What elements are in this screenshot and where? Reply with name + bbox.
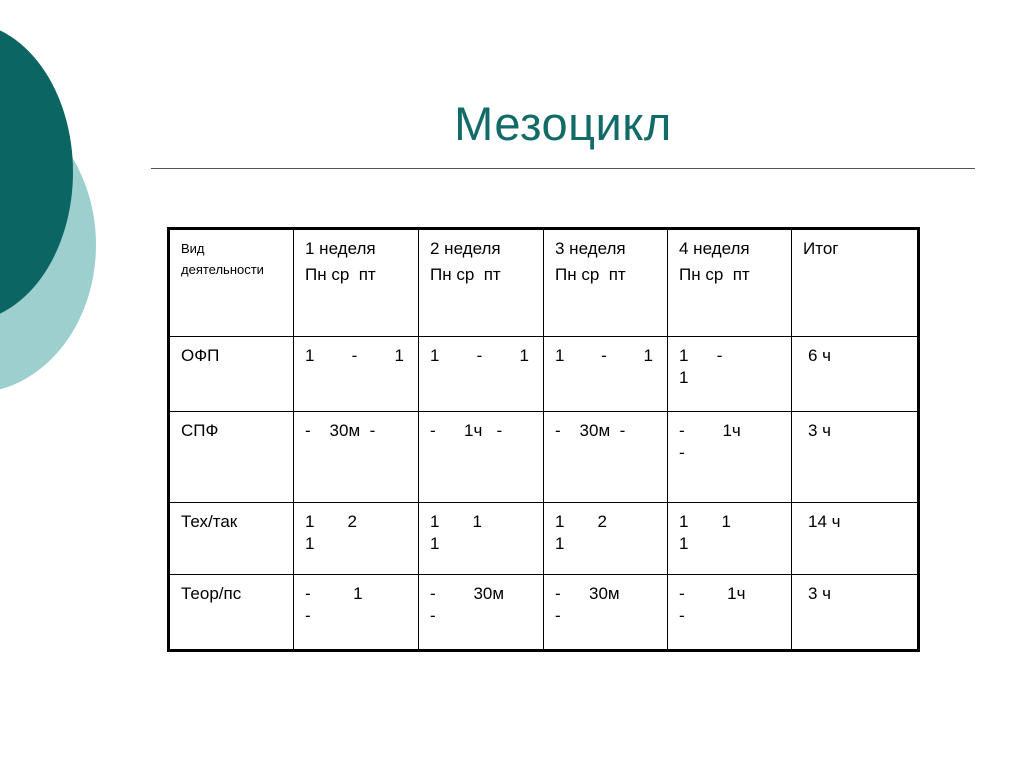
cell-value: - 30м bbox=[430, 584, 505, 603]
table-row-spf bbox=[169, 412, 919, 503]
cell-value: - bbox=[679, 443, 685, 462]
total-value: 14 ч bbox=[808, 512, 841, 531]
cell-total bbox=[792, 412, 919, 503]
header-total bbox=[792, 229, 919, 337]
cell-value: 1 1 bbox=[679, 512, 731, 531]
cell-w1 bbox=[294, 412, 419, 503]
cell-value: - 30м - bbox=[305, 421, 376, 440]
week-name: 4 неделя bbox=[679, 239, 750, 258]
mesocycle-table bbox=[167, 227, 920, 652]
total-value: 3 ч bbox=[808, 584, 832, 603]
header-week-1 bbox=[294, 229, 419, 337]
week-days: Пн ср пт bbox=[305, 265, 376, 284]
week-name: 2 неделя bbox=[430, 239, 501, 258]
cell-w3 bbox=[544, 503, 668, 575]
cell-value: - bbox=[601, 346, 607, 365]
week-days: Пн ср пт bbox=[555, 265, 626, 284]
cell-value: 1 2 bbox=[305, 512, 357, 531]
cell-w2 bbox=[419, 503, 544, 575]
cell-value: - 1ч bbox=[679, 421, 741, 440]
table-row-tech bbox=[169, 503, 919, 575]
row-label: Теор/пс bbox=[169, 575, 294, 651]
cell-value: - 1ч bbox=[679, 584, 746, 603]
header-activity bbox=[169, 229, 294, 337]
cell-total bbox=[792, 575, 919, 651]
table-row-ofp bbox=[169, 337, 919, 412]
cell-value: 1 bbox=[679, 534, 689, 553]
slide-title: Мезоцикл bbox=[454, 97, 672, 150]
cell-value: - 30м bbox=[555, 584, 620, 603]
header-week-2 bbox=[419, 229, 544, 337]
cell-w3 bbox=[544, 337, 668, 412]
cell-value: 1 bbox=[519, 346, 529, 365]
title-underline bbox=[151, 168, 975, 169]
header-week-3 bbox=[544, 229, 668, 337]
cell-w2 bbox=[419, 412, 544, 503]
total-value: 3 ч bbox=[808, 421, 832, 440]
week-days: Пн ср пт bbox=[430, 265, 501, 284]
cell-value: 1 bbox=[679, 368, 689, 387]
cell-value: 1 bbox=[555, 346, 565, 365]
cell-w4 bbox=[668, 337, 792, 412]
cell-w3 bbox=[544, 575, 668, 651]
cell-w4 bbox=[668, 503, 792, 575]
cell-value: 1 bbox=[305, 534, 315, 553]
cell-w1 bbox=[294, 575, 419, 651]
header-activity-line1: Вид bbox=[181, 241, 205, 256]
cell-w4 bbox=[668, 575, 792, 651]
row-label: СПФ bbox=[169, 412, 294, 503]
week-name: 3 неделя bbox=[555, 239, 626, 258]
week-name: 1 неделя bbox=[305, 239, 376, 258]
cell-value: - bbox=[679, 606, 685, 625]
cell-value: 1 - bbox=[679, 346, 723, 365]
cell-value: 1 bbox=[555, 534, 565, 553]
cell-w1 bbox=[294, 337, 419, 412]
row-label: ОФП bbox=[169, 337, 294, 412]
cell-value: - bbox=[476, 346, 483, 365]
cell-total bbox=[792, 503, 919, 575]
cell-w1 bbox=[294, 503, 419, 575]
cell-value: - 1ч - bbox=[430, 421, 503, 440]
cell-value: - bbox=[351, 346, 358, 365]
cell-value: - bbox=[430, 606, 436, 625]
week-days: Пн ср пт bbox=[679, 265, 750, 284]
cell-value: - 30м - bbox=[555, 421, 626, 440]
cell-value: 1 bbox=[643, 346, 653, 365]
header-activity-line2: деятельности bbox=[181, 262, 264, 277]
cell-w4 bbox=[668, 412, 792, 503]
cell-value: - 1 bbox=[305, 584, 363, 603]
table-header-row bbox=[169, 229, 919, 337]
row-label: Тех/так bbox=[169, 503, 294, 575]
total-value: 6 ч bbox=[808, 346, 832, 365]
cell-w3 bbox=[544, 412, 668, 503]
table-row-teor bbox=[169, 575, 919, 651]
cell-value: - bbox=[305, 606, 311, 625]
cell-value: 1 bbox=[305, 346, 315, 365]
header-week-4 bbox=[668, 229, 792, 337]
cell-value: 1 bbox=[430, 346, 440, 365]
cell-w2 bbox=[419, 337, 544, 412]
total-label: Итог bbox=[803, 239, 839, 258]
cell-value: - bbox=[555, 606, 561, 625]
cell-value: 1 1 bbox=[430, 512, 482, 531]
cell-value: 1 2 bbox=[555, 512, 607, 531]
cell-w2 bbox=[419, 575, 544, 651]
cell-value: 1 bbox=[430, 534, 440, 553]
cell-total bbox=[792, 337, 919, 412]
cell-value: 1 bbox=[394, 346, 404, 365]
